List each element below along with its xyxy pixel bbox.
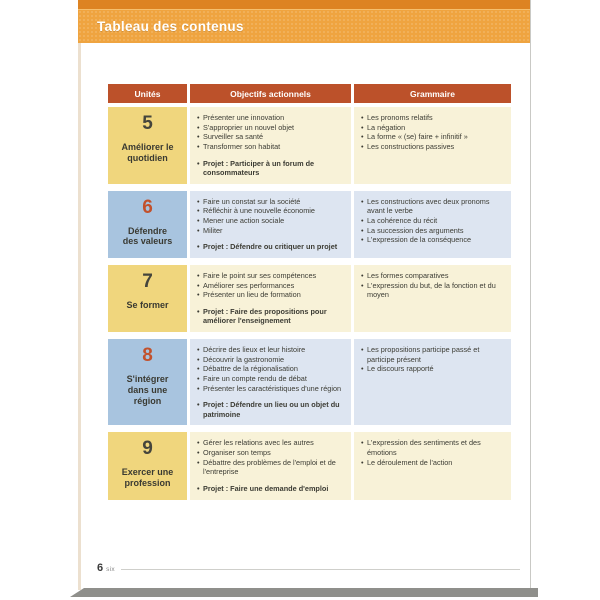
objectif-item — [197, 384, 344, 394]
bullet-icon: • — [197, 364, 200, 374]
bullet-icon: • — [197, 373, 200, 383]
objectif-item — [197, 438, 344, 448]
objectif-item — [197, 113, 344, 123]
projet-item-text: Projet : Défendre un lieu ou un objet du patrimoine — [203, 400, 340, 419]
grammaire-item — [361, 132, 504, 142]
grammaire-item-text: La succession des arguments — [367, 225, 464, 235]
bullet-icon: • — [361, 216, 364, 225]
objectif-item-text: Mener une action sociale — [203, 216, 285, 225]
grammaire-item-text: Les constructions avec deux pronoms avant le verbe — [367, 196, 490, 216]
page-title: Tableau des contenus — [97, 19, 244, 34]
bullet-icon: • — [197, 483, 200, 493]
unit-title: Se former — [126, 299, 169, 310]
table-body — [108, 107, 511, 500]
objectif-item-text: Décrire des lieux et leur histoire — [203, 345, 306, 354]
objectif-item — [197, 206, 344, 216]
projet-item-text: Projet : Faire des propositions pour améliorer l'enseignement — [203, 306, 327, 326]
grammaire-item-text: Les pronoms relatifs — [367, 113, 433, 122]
grammaire-item — [361, 142, 504, 152]
table-row-unit-9 — [108, 432, 511, 499]
projet-item — [197, 307, 344, 326]
grammaire-item-text: La cohérence du récit — [367, 216, 438, 225]
objectifs-cell — [190, 191, 351, 258]
objectif-item — [197, 290, 344, 300]
objectif-item-text: Présenter un lieu de formation — [203, 290, 301, 300]
bullet-icon: • — [197, 132, 200, 142]
objectif-item-text: Surveiller sa santé — [203, 132, 264, 142]
table-row-unit-8 — [108, 339, 511, 425]
bullet-icon: • — [197, 158, 200, 168]
bullet-icon: • — [197, 457, 200, 467]
projet-item — [197, 484, 344, 494]
unit-cell — [108, 265, 187, 332]
objectif-item-text: Réfléchir à une nouvelle économie — [203, 206, 315, 216]
bullet-icon: • — [197, 280, 200, 290]
unit-number: 8 — [142, 345, 153, 366]
grammaire-cell — [354, 432, 511, 499]
bullet-icon: • — [361, 141, 364, 151]
bullet-icon: • — [361, 280, 364, 290]
objectif-item-text: Débattre de la régionalisation — [203, 364, 298, 374]
grammaire-item — [361, 458, 504, 468]
footer-rule — [121, 569, 520, 570]
objectif-item-text: S'approprier un nouvel objet — [203, 122, 295, 132]
bullet-icon: • — [197, 113, 200, 122]
column-header-grammaire: Grammaire — [354, 84, 511, 103]
bullet-icon: • — [361, 225, 364, 235]
grammaire-item-text: La négation — [367, 122, 406, 132]
contents-table — [108, 84, 511, 507]
unit-title: Défendre des valeurs — [122, 225, 173, 247]
bullet-icon: • — [197, 225, 200, 235]
objectif-item-text: Présenter une innovation — [203, 113, 285, 122]
grammaire-item-text: La forme « (se) faire + infinitif » — [367, 132, 468, 142]
projet-item — [197, 159, 344, 178]
grammaire-item-text: Les constructions passives — [367, 141, 455, 151]
unit-number: 5 — [142, 113, 153, 134]
grammaire-item — [361, 345, 504, 364]
grammaire-item — [361, 364, 504, 374]
unit-title: S'intégrer dans une région — [126, 373, 169, 406]
bullet-icon: • — [197, 242, 200, 252]
page-header-bar — [78, 9, 530, 43]
objectif-item-text: Faire un constat sur la société — [203, 196, 301, 206]
grammaire-item-text: Le discours rapporté — [367, 364, 434, 374]
projet-item — [197, 242, 344, 252]
bullet-icon: • — [361, 113, 364, 122]
grammaire-item — [361, 226, 504, 236]
grammaire-item — [361, 438, 504, 457]
unit-cell — [108, 191, 187, 258]
unit-cell — [108, 107, 187, 184]
objectif-item — [197, 458, 344, 477]
book-page — [78, 0, 531, 590]
objectif-item-text: Gérer les relations avec les autres — [203, 438, 314, 448]
bullet-icon: • — [197, 400, 200, 410]
page-bottom-shadow — [70, 588, 538, 597]
bullet-icon: • — [197, 354, 200, 364]
grammaire-item-text: Le déroulement de l'action — [367, 457, 453, 467]
projet-item-text: Projet : Participer à un forum de consommateurs — [203, 158, 315, 178]
bullet-icon: • — [197, 216, 200, 225]
bullet-icon: • — [361, 457, 364, 467]
objectif-item-text: Organiser son temps — [203, 448, 271, 457]
unit-number: 7 — [142, 270, 153, 292]
table-row-unit-6 — [108, 191, 511, 258]
objectif-item — [197, 197, 344, 207]
projet-item-text: Projet : Défendre ou critiquer un projet — [203, 242, 338, 252]
column-header-objectifs: Objectifs actionnels — [190, 84, 351, 103]
bullet-icon: • — [197, 438, 200, 448]
bullet-icon: • — [197, 345, 200, 354]
table-row-unit-7 — [108, 265, 511, 332]
grammaire-cell — [354, 191, 511, 258]
bullet-icon: • — [361, 235, 364, 245]
objectifs-cell — [190, 265, 351, 332]
objectif-item-text: Découvrir la gastronomie — [203, 354, 285, 364]
page-number-word: six — [106, 566, 115, 573]
bullet-icon: • — [197, 270, 200, 280]
objectif-item-text: Transformer son habitat — [203, 141, 281, 151]
grammaire-item-text: Les propositions participe passé et participe présent — [367, 345, 480, 364]
table-header-row — [108, 84, 511, 103]
bullet-icon: • — [197, 122, 200, 132]
projet-item — [197, 400, 344, 419]
bullet-icon: • — [361, 364, 364, 374]
bullet-icon: • — [361, 196, 364, 206]
bullet-icon: • — [361, 270, 364, 280]
objectifs-cell — [190, 107, 351, 184]
bullet-icon: • — [197, 290, 200, 300]
objectif-item — [197, 374, 344, 384]
bullet-icon: • — [361, 345, 364, 354]
grammaire-item — [361, 113, 504, 123]
objectif-item — [197, 132, 344, 142]
objectif-item-text: Faire le point sur ses compétences — [203, 270, 317, 280]
bullet-icon: • — [197, 196, 200, 206]
objectif-item-text: Militer — [203, 225, 223, 235]
grammaire-item — [361, 123, 504, 133]
grammaire-item — [361, 281, 504, 300]
bullet-icon: • — [197, 306, 200, 316]
objectif-item-text: Faire un compte rendu de débat — [203, 373, 307, 383]
objectif-item-text: Débattre des problèmes de l'emploi et de l'entreprise — [203, 457, 336, 477]
objectif-item-text: Présenter les caractéristiques d'une région — [203, 383, 342, 393]
grammaire-item-text: Les formes comparatives — [367, 270, 449, 280]
top-orange-strip — [78, 0, 530, 9]
objectifs-cell — [190, 432, 351, 499]
objectif-item — [197, 364, 344, 374]
objectif-item — [197, 142, 344, 152]
page-number: 6 — [97, 562, 104, 574]
table-row-unit-5 — [108, 107, 511, 184]
unit-cell — [108, 432, 187, 499]
unit-number: 6 — [142, 196, 153, 218]
grammaire-item-text: L'expression des sentiments et des émotions — [367, 438, 481, 457]
objectif-item — [197, 216, 344, 226]
objectif-item — [197, 355, 344, 365]
bullet-icon: • — [197, 383, 200, 393]
unit-title: Exercer une profession — [121, 467, 174, 489]
objectif-item-text: Améliorer ses performances — [203, 280, 295, 290]
grammaire-item-text: L'expression de la conséquence — [367, 235, 472, 245]
bullet-icon: • — [197, 206, 200, 216]
unit-title: Améliorer le quotidien — [121, 141, 174, 163]
unit-cell — [108, 339, 187, 425]
objectif-item — [197, 281, 344, 291]
grammaire-cell — [354, 265, 511, 332]
bullet-icon: • — [361, 122, 364, 132]
grammaire-item-text: L'expression du but, de la fonction et du moyen — [367, 280, 496, 300]
bullet-icon: • — [361, 132, 364, 142]
objectif-item — [197, 448, 344, 458]
objectif-item — [197, 123, 344, 133]
page-footer — [97, 562, 520, 574]
column-header-unites: Unités — [108, 84, 187, 103]
grammaire-item — [361, 216, 504, 226]
projet-item-text: Projet : Faire une demande d'emploi — [203, 483, 329, 493]
objectifs-cell — [190, 339, 351, 425]
bullet-icon: • — [361, 438, 364, 448]
unit-number: 9 — [142, 438, 153, 460]
grammaire-item — [361, 235, 504, 245]
objectif-item — [197, 226, 344, 236]
grammaire-cell — [354, 107, 511, 184]
objectif-item — [197, 345, 344, 355]
grammaire-item — [361, 271, 504, 281]
objectif-item — [197, 271, 344, 281]
bullet-icon: • — [197, 448, 200, 457]
bullet-icon: • — [197, 141, 200, 151]
grammaire-item — [361, 197, 504, 216]
grammaire-cell — [354, 339, 511, 425]
